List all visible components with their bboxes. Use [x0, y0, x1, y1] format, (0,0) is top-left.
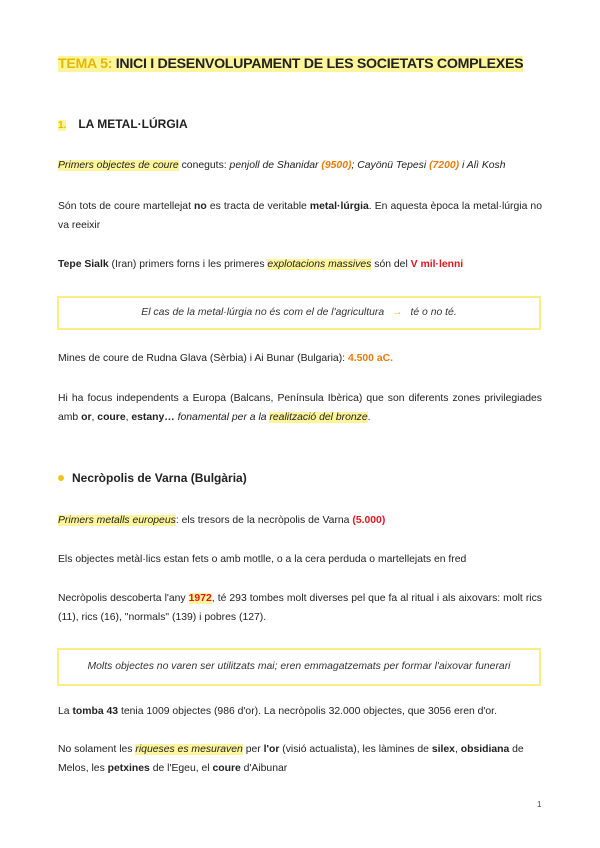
- section-heading-varna: [58, 471, 247, 485]
- bold-text: coure: [212, 763, 241, 774]
- text: coneguts:: [178, 160, 230, 171]
- highlight-text: riqueses es mesuraven: [135, 744, 243, 755]
- text: de Melos, les: [58, 744, 524, 774]
- text: Són tots de coure martellejat: [58, 201, 195, 212]
- text: penjoll de Shanidar: [229, 160, 322, 171]
- bold-text: metal·lúrgia: [309, 201, 369, 212]
- text: .: [367, 412, 371, 423]
- paragraph-riqueses: [58, 740, 542, 778]
- bold-text: Tepe Sialk: [58, 259, 109, 270]
- highlight-text: explotacions massives: [267, 259, 372, 270]
- text: (Iran) primers forns i les primeres: [108, 259, 268, 270]
- callout-box: [57, 296, 541, 330]
- paragraph-tepe-sialk: [58, 255, 542, 274]
- text: per: [242, 744, 264, 755]
- text: Els objectes metàl·lics estan fets o amb motlle, o a la cera perduda o martellejats en fred: [58, 554, 467, 565]
- text: Hi ha focus independents a Europa (Balcans, Península Ibèrica) que son diferents zones privilegiades amb: [58, 393, 542, 423]
- bold-text: silex: [431, 744, 455, 755]
- text: es tracta de veritable: [206, 201, 310, 212]
- paragraph-objectes-metallics: [58, 550, 542, 569]
- page-title: [58, 56, 523, 72]
- text: ,: [125, 412, 132, 423]
- text: No solament les: [58, 744, 136, 755]
- title-text: INICI I DESENVOLUPAMENT DE LES SOCIETATS COMPLEXES: [115, 56, 524, 72]
- paragraph-mines: [58, 349, 542, 368]
- date-varna: (5.000): [352, 515, 386, 526]
- bold-text: or: [81, 412, 92, 423]
- highlight-text: Primers objectes de coure: [58, 160, 179, 171]
- text: La: [58, 706, 73, 717]
- bold-text: estany…: [131, 412, 175, 423]
- paragraph-necropolis-descoberta: [58, 589, 542, 627]
- callout-box: [57, 648, 541, 686]
- date-shanidar: (9500): [321, 160, 352, 171]
- text: , té 293 tombes molt diverses pel que fa al ritual i als aixovars: molt rics (11), rics (16), "normals" (139) i pobres (127).: [58, 593, 543, 623]
- bold-text: l'or: [263, 744, 280, 755]
- text: són del: [371, 259, 411, 270]
- text: ; Cayönü Tepesi: [351, 160, 430, 171]
- text: . En aquesta època la metal·lúrgia no va reeixir: [58, 201, 542, 231]
- paragraph-tomba-43: [58, 702, 542, 721]
- page-number: 1: [537, 800, 542, 809]
- section-title: Necròpolis de Varna (Bulgària): [72, 471, 247, 485]
- paragraph-primers-objectes: [58, 156, 542, 175]
- text: de l'Egeu, el: [149, 763, 213, 774]
- bullet-icon: [58, 475, 64, 481]
- text: Mines de coure de Rudna Glava (Sèrbia) i Ai Bunar (Bulgaria):: [58, 353, 348, 364]
- text: (visió actualista), les làmines de: [279, 744, 432, 755]
- highlight-text: Primers metalls europeus: [58, 515, 176, 526]
- text: ,: [91, 412, 98, 423]
- paragraph-primers-metalls: [58, 511, 542, 530]
- arrow-right-icon: →: [392, 307, 403, 318]
- date-millenni: V mil·lenni: [410, 259, 464, 270]
- bold-text: no: [194, 201, 207, 212]
- text: d'Aibunar: [240, 763, 288, 774]
- bold-text: petxines: [107, 763, 150, 774]
- bold-text: coure: [97, 412, 126, 423]
- paragraph-focus-independents: [58, 389, 542, 427]
- section-title: LA METAL·LÚRGIA: [78, 117, 188, 131]
- highlight-text: realització del bronze: [269, 412, 368, 423]
- text: Necròpolis descoberta l'any: [58, 593, 189, 604]
- text: i Alì Kosh: [459, 160, 506, 171]
- date-mines: 4.500 aC.: [347, 353, 393, 364]
- bold-text: obsidiana: [460, 744, 510, 755]
- bold-text: tomba 43: [72, 706, 119, 717]
- callout-text: El cas de la metal·lúrgia no és com el de l'agricultura: [141, 307, 385, 318]
- text: : els tresors de la necròpolis de Varna: [175, 515, 353, 526]
- date-cayonu: (7200): [429, 160, 460, 171]
- text: tenia 1009 objectes (986 d'or). La necròpolis 32.000 objectes, que 3056 eren d'or.: [118, 706, 497, 717]
- paragraph-coure-martellejat: [58, 197, 542, 235]
- text: ,: [454, 744, 461, 755]
- section-number: 1.: [58, 120, 67, 131]
- date-discovery: 1972: [188, 593, 212, 604]
- section-heading-metallurgia: [58, 117, 188, 131]
- callout-text: té o no té.: [410, 307, 457, 318]
- callout-text: Molts objectes no varen ser utilitzats mai; eren emmagatzemats per formar l'aixovar funerari: [87, 661, 511, 672]
- title-prefix: TEMA 5:: [58, 56, 113, 72]
- text: fonamental per a la: [174, 412, 270, 423]
